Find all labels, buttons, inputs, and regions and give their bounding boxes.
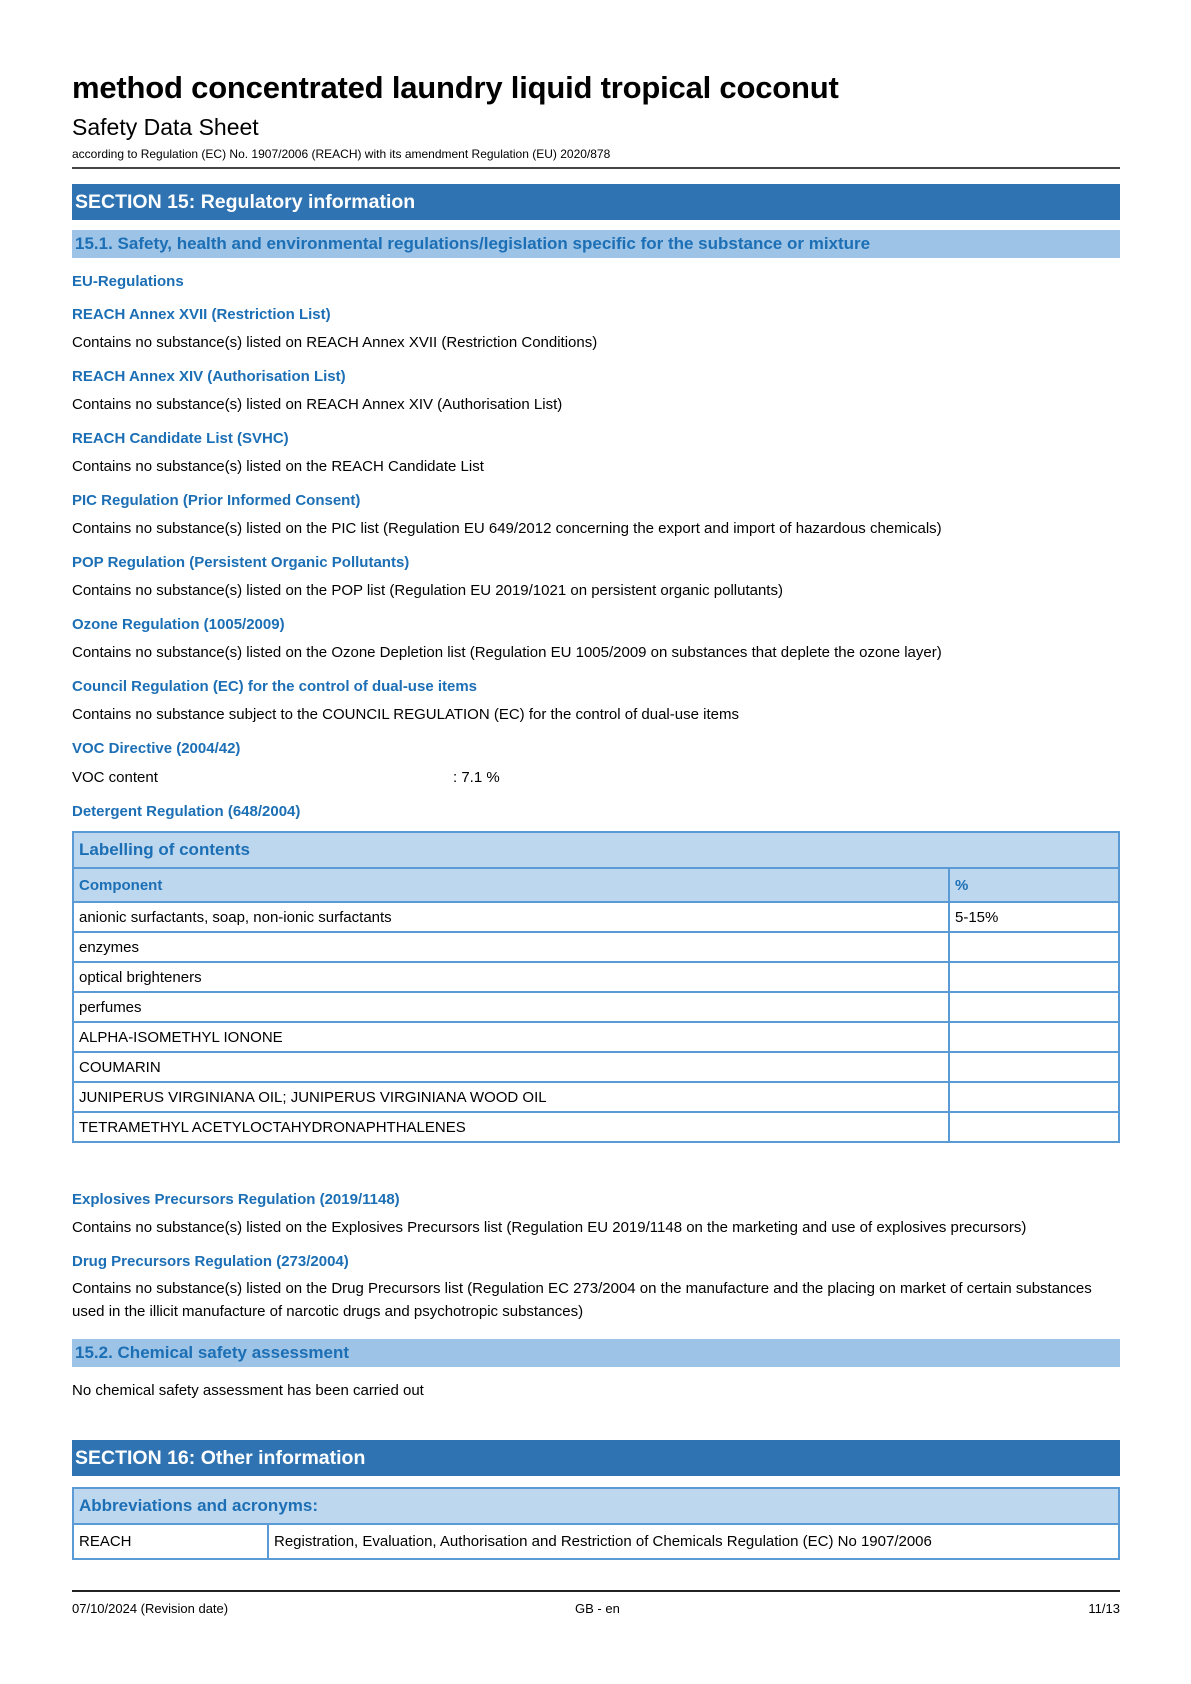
reg-text-svhc: Contains no substance(s) listed on the REACH Candidate List [72,458,484,475]
reg-heading-ozone: Ozone Regulation (1005/2009) [72,616,285,633]
reg-heading-reach-xvii: REACH Annex XVII (Restriction List) [72,306,331,323]
percent-cell: 5-15% [949,902,1119,932]
table-row [73,902,1119,932]
subsection-15-2-header: 15.2. Chemical safety assessment [72,1339,1120,1367]
percent-cell [949,932,1119,962]
reg-text-reach-xiv: Contains no substance(s) listed on REACH Annex XIV (Authorisation List) [72,396,563,413]
voc-heading: VOC Directive (2004/42) [72,740,241,757]
subsection-15-1-header: 15.1. Safety, health and environmental regulations/legislation specific for the substance or mixture [72,230,1120,258]
regulation-note: according to Regulation (EC) No. 1907/2006 (REACH) with its amendment Regulation (EU) 2020/878 [72,147,611,161]
percent-cell [949,1052,1119,1082]
table-row [73,1524,1119,1559]
footer-locale: GB - en [575,1601,620,1616]
table-row [73,932,1119,962]
column-header-component: Component [73,868,949,902]
percent-cell [949,1022,1119,1052]
reg-heading-dual-use: Council Regulation (EC) for the control of dual-use items [72,678,478,695]
detergent-heading: Detergent Regulation (648/2004) [72,803,301,820]
explosives-heading: Explosives Precursors Regulation (2019/1148) [72,1191,400,1208]
component-cell: JUNIPERUS VIRGINIANA OIL; JUNIPERUS VIRGINIANA WOOD OIL [73,1082,949,1112]
component-cell: perfumes [73,992,949,1022]
section-16-header: SECTION 16: Other information [72,1440,1120,1476]
component-cell: ALPHA-ISOMETHYL IONONE [73,1022,949,1052]
definition-cell: Registration, Evaluation, Authorisation and Restriction of Chemicals Regulation (EC) No 1907/2006 [268,1524,1119,1559]
percent-cell [949,1112,1119,1142]
component-cell: anionic surfactants, soap, non-ionic surfactants [73,902,949,932]
reg-text-ozone: Contains no substance(s) listed on the Ozone Depletion list (Regulation EU 1005/2009 on substances that deplete the ozone layer) [72,644,942,661]
table-row [73,1082,1119,1112]
document-title: method concentrated laundry liquid tropical coconut [72,70,839,105]
table-row [73,992,1119,1022]
chemical-safety-text: No chemical safety assessment has been carried out [72,1382,424,1399]
table-row [73,1112,1119,1142]
reg-heading-pic: PIC Regulation (Prior Informed Consent) [72,492,361,509]
labelling-table [72,831,1120,1143]
percent-cell [949,962,1119,992]
footer-page-number: 11/13 [1088,1601,1120,1616]
reg-text-reach-xvii: Contains no substance(s) listed on REACH Annex XVII (Restriction Conditions) [72,334,598,351]
eu-regulations-heading: EU-Regulations [72,273,184,290]
reg-heading-reach-xiv: REACH Annex XIV (Authorisation List) [72,368,346,385]
component-cell: COUMARIN [73,1052,949,1082]
table-row [73,1052,1119,1082]
document-subtitle: Safety Data Sheet [72,114,259,140]
abbreviations-caption: Abbreviations and acronyms: [73,1488,1119,1524]
abbreviation-cell: REACH [73,1524,268,1559]
component-cell: enzymes [73,932,949,962]
abbreviations-table [72,1487,1120,1560]
table-row [73,1022,1119,1052]
percent-cell [949,1082,1119,1112]
reg-heading-pop: POP Regulation (Persistent Organic Pollutants) [72,554,410,571]
voc-value: : 7.1 % [453,769,500,786]
reg-heading-svhc: REACH Candidate List (SVHC) [72,430,289,447]
footer-revision-date: 07/10/2024 (Revision date) [72,1601,229,1616]
drug-precursors-heading: Drug Precursors Regulation (273/2004) [72,1253,349,1270]
reg-text-pop: Contains no substance(s) listed on the POP list (Regulation EU 2019/1021 on persistent organic pollutants) [72,582,783,599]
component-cell: optical brighteners [73,962,949,992]
percent-cell [949,992,1119,1022]
explosives-text: Contains no substance(s) listed on the Explosives Precursors list (Regulation EU 2019/1148 on the marketing and use of explosives precursors) [72,1219,1027,1236]
labelling-caption: Labelling of contents [73,832,1119,868]
table-row [73,962,1119,992]
section-15-header: SECTION 15: Regulatory information [72,184,1120,220]
footer-divider [72,1590,1120,1592]
header-divider [72,167,1120,169]
voc-label: VOC content [72,769,158,786]
reg-text-dual-use: Contains no substance subject to the COUNCIL REGULATION (EC) for the control of dual-use items [72,706,739,723]
reg-text-pic: Contains no substance(s) listed on the PIC list (Regulation EU 649/2012 concerning the export and import of hazardous chemicals) [72,520,942,537]
component-cell: TETRAMETHYL ACETYLOCTAHYDRONAPHTHALENES [73,1112,949,1142]
column-header-percent: % [949,868,1119,902]
drug-precursors-text: Contains no substance(s) listed on the Drug Precursors list (Regulation EC 273/2004 on the manufacture and the placing on market of certain substances used in the illicit manufacture of narcotic drugs and psychotropic substances) [72,1280,1092,1320]
